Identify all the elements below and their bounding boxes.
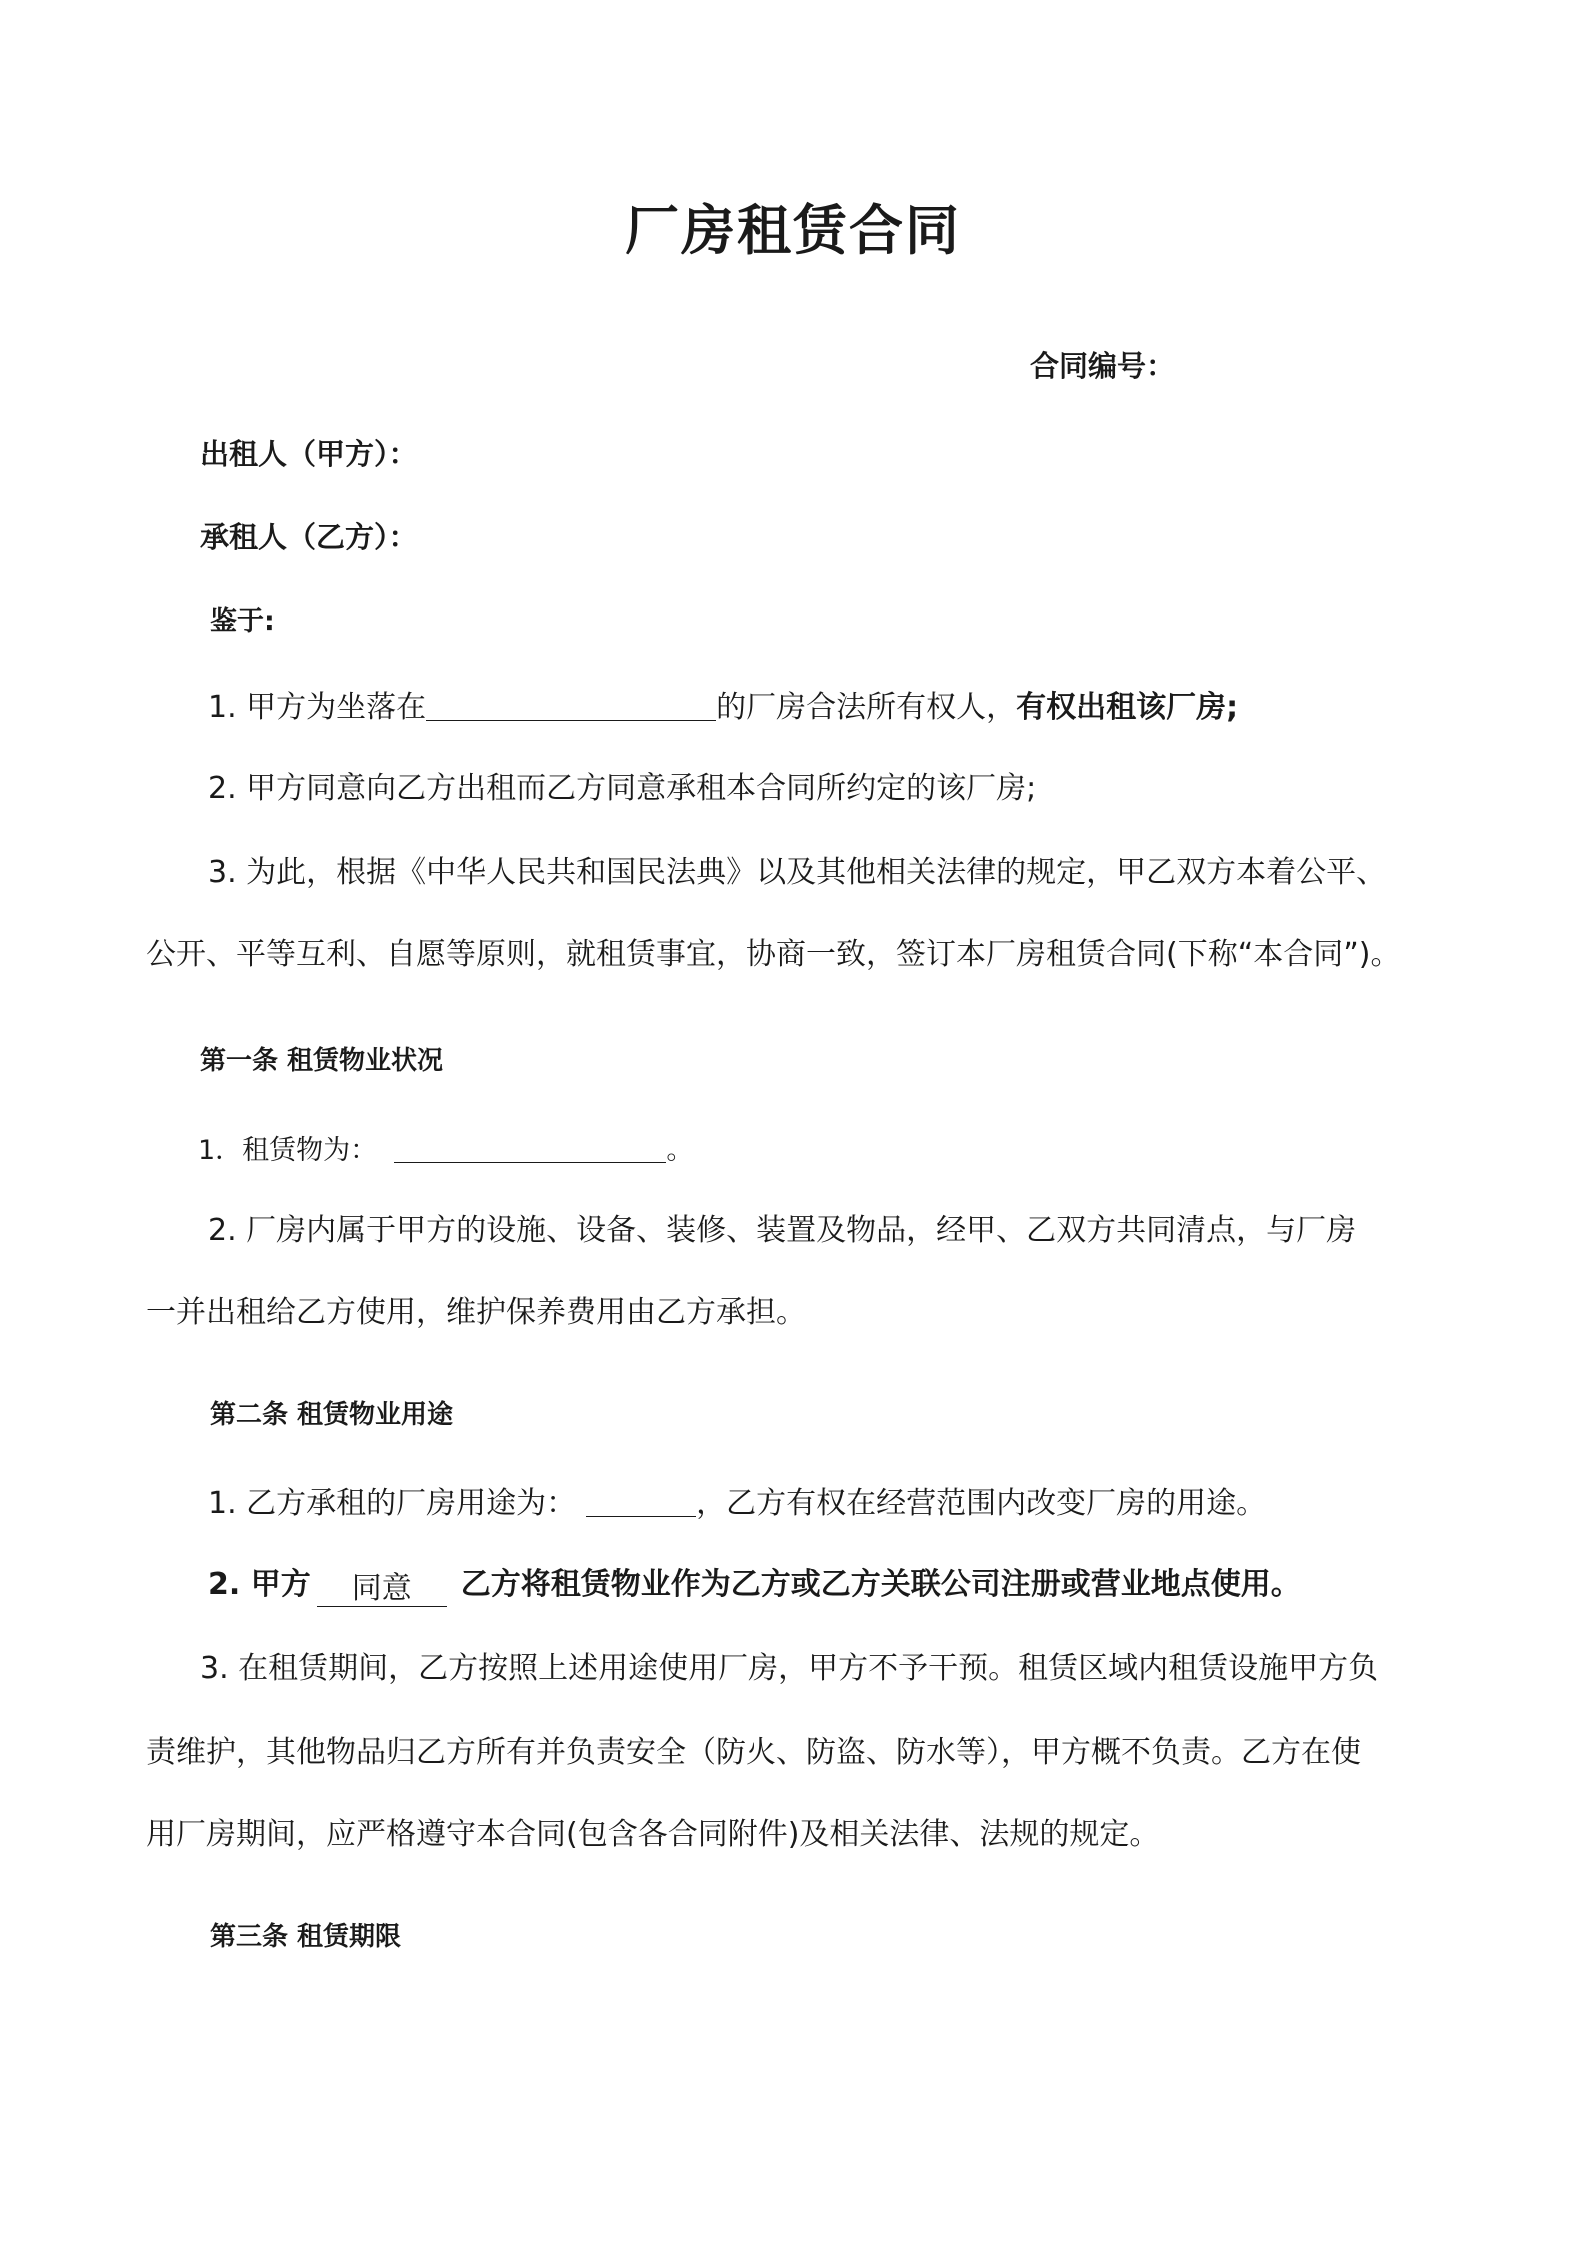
- lessor-label: 出租人（甲方）：: [200, 437, 418, 471]
- article-1-item-1: [198, 1132, 693, 1164]
- document-title: 厂房租赁合同: [625, 199, 961, 262]
- location-blank[interactable]: [426, 690, 716, 721]
- whereas-item-3-line-2: 公开、平等互利、自愿等原则，就租赁事宜，协商一致，签订本厂房租赁合同(下称“本合同”)。: [146, 937, 1401, 972]
- article-2-item-1: [208, 1486, 1266, 1519]
- whereas-item-1-suffix-b: 有权出租该厂房;: [1016, 690, 1239, 725]
- article-1-heading: 第一条 租赁物业状况: [200, 1046, 444, 1076]
- whereas-label: 鉴于:: [210, 606, 275, 637]
- article-2-item-3-line-2: 责维护，其他物品归乙方所有并负责安全（防火、防盗、防水等），甲方概不负责。乙方在使: [146, 1735, 1361, 1770]
- whereas-item-1-prefix: 1. 甲方为坐落在: [208, 690, 427, 725]
- article-1-item-1-prefix: 1．租赁物为：: [198, 1135, 378, 1166]
- whereas-item-3-line-1: 3. 为此，根据《中华人民共和国民法典》以及其他相关法律的规定，甲乙双方本着公平、: [208, 855, 1387, 890]
- whereas-item-1: [208, 690, 1238, 723]
- lessee-label: 承租人（乙方）：: [200, 520, 418, 554]
- article-2-item-3-line-1: 3. 在租赁期间，乙方按照上述用途使用厂房，甲方不予干预。租赁区域内租赁设施甲方负: [200, 1651, 1379, 1686]
- article-3-heading: 第三条 租赁期限: [210, 1922, 402, 1952]
- article-1-item-2-line-2: 一并出租给乙方使用，维护保养费用由乙方承担。: [146, 1295, 806, 1330]
- contract-number-label: 合同编号：: [1030, 349, 1176, 383]
- article-2-item-2-suffix: 乙方将租赁物业作为乙方或乙方关联公司注册或营业地点使用。: [460, 1567, 1301, 1602]
- article-2-heading: 第二条 租赁物业用途: [210, 1400, 454, 1430]
- article-1-item-1-suffix: 。: [666, 1135, 694, 1166]
- consent-fill[interactable]: 同意: [317, 1574, 447, 1607]
- article-2-item-2: [208, 1567, 1301, 1607]
- article-1-item-2-line-1: 2. 厂房内属于甲方的设施、设备、装修、装置及物品，经甲、乙双方共同清点，与厂房: [208, 1213, 1357, 1248]
- whereas-item-2: 2. 甲方同意向乙方出租而乙方同意承租本合同所约定的该厂房;: [208, 771, 1037, 806]
- usage-blank[interactable]: [586, 1486, 696, 1517]
- article-2-item-1-suffix: ，乙方有权在经营范围内改变厂房的用途。: [696, 1486, 1267, 1521]
- whereas-item-1-suffix-a: 的厂房合法所有权人，: [716, 690, 1017, 725]
- article-2-item-3-line-3: 用厂房期间，应严格遵守本合同(包含各合同附件)及相关法律、法规的规定。: [146, 1817, 1160, 1852]
- article-2-item-1-prefix: 1. 乙方承租的厂房用途为：: [208, 1486, 577, 1521]
- leased-property-blank[interactable]: [394, 1132, 666, 1163]
- article-2-item-2-prefix: 2. 甲方: [208, 1567, 311, 1602]
